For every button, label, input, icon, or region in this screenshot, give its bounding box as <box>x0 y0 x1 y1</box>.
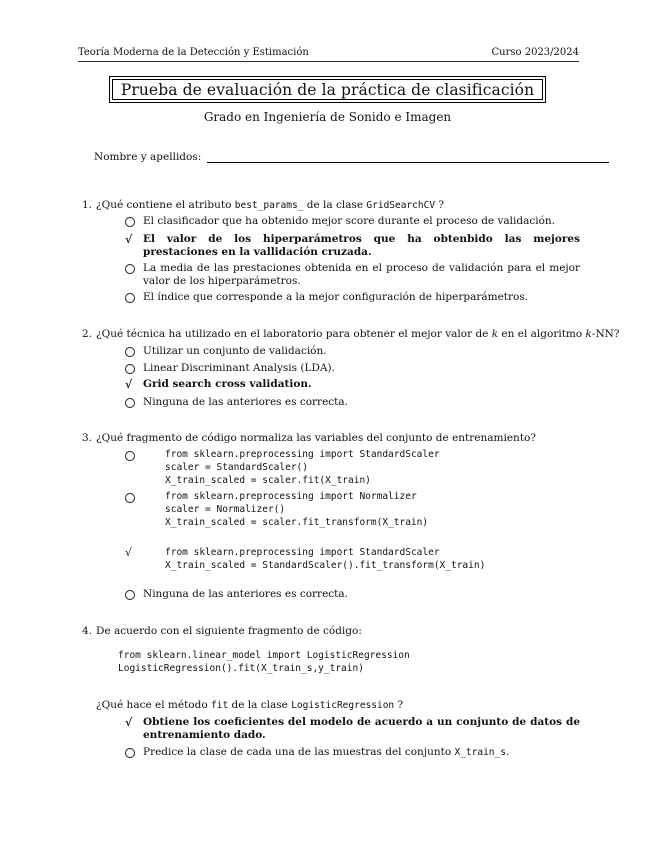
question-text: ¿Qué contiene el atributo best_params_ de la clase GridSearchCV ? <box>96 199 445 211</box>
name-line[interactable] <box>207 153 609 163</box>
page-title: Prueba de evaluación de la práctica de clasificación <box>120 80 535 99</box>
course-year: Curso 2023/2024 <box>491 47 579 58</box>
question-number: 2. <box>82 328 93 340</box>
q4-code: from sklearn.linear_model import LogisticRegression LogisticRegression().fit(X_train_s,y_train) <box>118 650 410 674</box>
name-field[interactable] <box>94 151 609 163</box>
radio-circle-icon[interactable] <box>125 748 135 758</box>
radio-circle-icon[interactable] <box>125 264 135 274</box>
radio-circle-icon[interactable] <box>125 364 135 374</box>
subtitle: Grado en Ingeniería de Sonido e Imagen <box>203 110 452 124</box>
radio-circle-icon[interactable] <box>125 451 135 461</box>
course-name: Teoría Moderna de la Detección y Estimación <box>78 47 309 58</box>
radio-circle-icon[interactable] <box>125 590 135 600</box>
check-mark-icon: √ <box>125 546 133 559</box>
question-number: 3. <box>82 432 93 444</box>
check-mark-icon: √ <box>125 233 133 246</box>
q3-code-a: from sklearn.preprocessing import StandardScaler scaler = StandardScaler() X_train_scaled = scaler.fit(X_train) <box>165 449 440 486</box>
check-mark-icon: √ <box>125 378 133 391</box>
question-text: ¿Qué técnica ha utilizado en el laboratorio para obtener el mejor valor de k en el algoritmo k-NN? <box>96 328 620 340</box>
q3-code-b: from sklearn.preprocessing import Normalizer scaler = Normalizer() X_train_scaled = scaler.fit_transform(X_train) <box>165 491 429 528</box>
question-number: 4. <box>82 625 93 637</box>
page-header <box>78 47 579 62</box>
check-mark-icon: √ <box>125 716 133 729</box>
q3-code-c: from sklearn.preprocessing import StandardScaler X_train_scaled = StandardScaler().fit_transform(X_train) <box>165 547 486 571</box>
question-number: 1. <box>82 199 93 211</box>
radio-circle-icon[interactable] <box>125 347 135 357</box>
radio-circle-icon[interactable] <box>125 293 135 303</box>
radio-circle-icon[interactable] <box>125 398 135 408</box>
radio-circle-icon[interactable] <box>125 493 135 503</box>
radio-circle-icon[interactable] <box>125 217 135 227</box>
name-label: Nombre y apellidos: <box>94 151 202 163</box>
title-box <box>109 76 546 103</box>
question-text: ¿Qué fragmento de código normaliza las variables del conjunto de entrenamiento? <box>96 432 536 444</box>
question-text: De acuerdo con el siguiente fragmento de código: <box>96 625 362 637</box>
